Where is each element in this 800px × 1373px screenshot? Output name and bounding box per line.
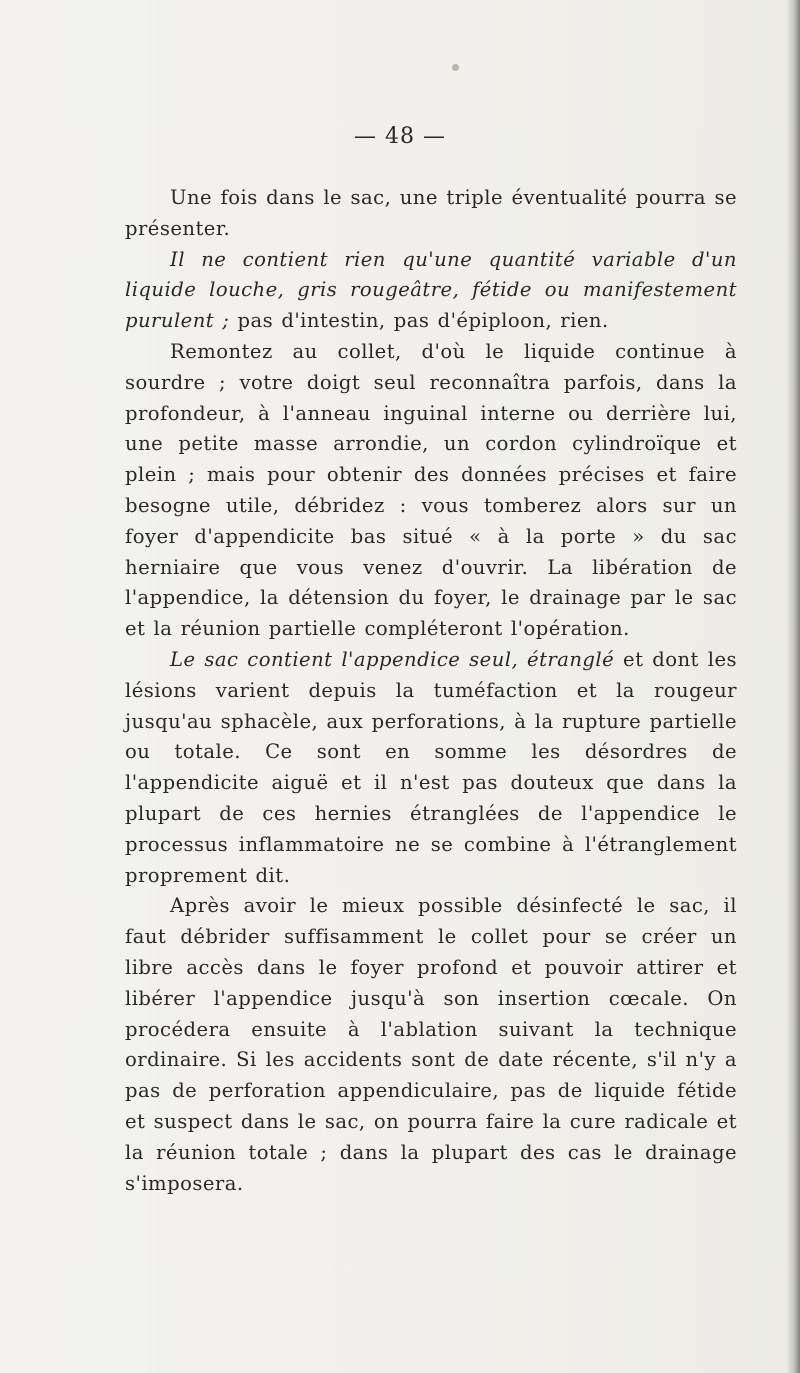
case-heading-liquid: Il ne contient rien qu'une quantité variable d'un liquide louche, gris rougeâtre, fétide ou manifestement purulent ;: [125, 247, 737, 333]
body-text: [125, 183, 737, 1199]
paragraph-case-liquid: Il ne contient rien qu'une quantité variable d'un liquide louche, gris rougeâtre, fétide ou manifestement purulent ; pas d'intestin, pas d'épiploon, rien.: [125, 247, 737, 333]
paragraph-intro: Une fois dans le sac, une triple éventualité pourra se présenter.: [125, 186, 737, 240]
paragraph-debridement: Remontez au collet, d'où le liquide continue à sourdre ; votre doigt seul reconnaîtra parfois, dans la profondeur, à l'anneau inguinal interne ou derrière lui, une petite masse arrondie, un cordon cylindroïque et plein ; mais pour obtenir des données précises et faire besogne utile, débridez : vous tomberez alors sur un foyer d'appendicite bas situé « à la porte » du sac herniaire que vous venez d'ouvrir. La libération de l'appendice, la détension du foyer, le drainage par le sac et la réunion partielle compléteront l'opération.: [125, 339, 737, 641]
page-number: — 48 —: [354, 124, 446, 149]
ink-spot: [452, 64, 459, 71]
paragraph-case-appendix: Le sac contient l'appendice seul, étranglé et dont les lésions varient depuis la tuméfaction et la rougeur jusqu'au sphacèle, aux perforations, à la rupture partielle ou totale. Ce sont en somme les désordres de l'appendicite aiguë et il n'est pas douteux que dans la plupart de ces hernies étranglées de l'appendice le processus inflammatoire ne se combine à l'étranglement proprement dit.: [125, 647, 737, 887]
page-edge-shadow: [786, 0, 800, 1373]
paragraph-procedure: Après avoir le mieux possible désinfecté le sac, il faut débrider suffisamment le collet pour se créer un libre accès dans le foyer profond et pouvoir attirer et libérer l'appendice jusqu'à son insertion cœcale. On procédera ensuite à l'ablation suivant la technique ordinaire. Si les accidents sont de date récente, s'il n'y a pas de perforation appendiculaire, pas de liquide fétide et suspect dans le sac, on pourra faire la cure radicale et la réunion totale ; dans la plupart des cas le drainage s'imposera.: [125, 894, 737, 1195]
case-heading-appendix: Le sac contient l'appendice seul, étranglé: [170, 647, 615, 671]
